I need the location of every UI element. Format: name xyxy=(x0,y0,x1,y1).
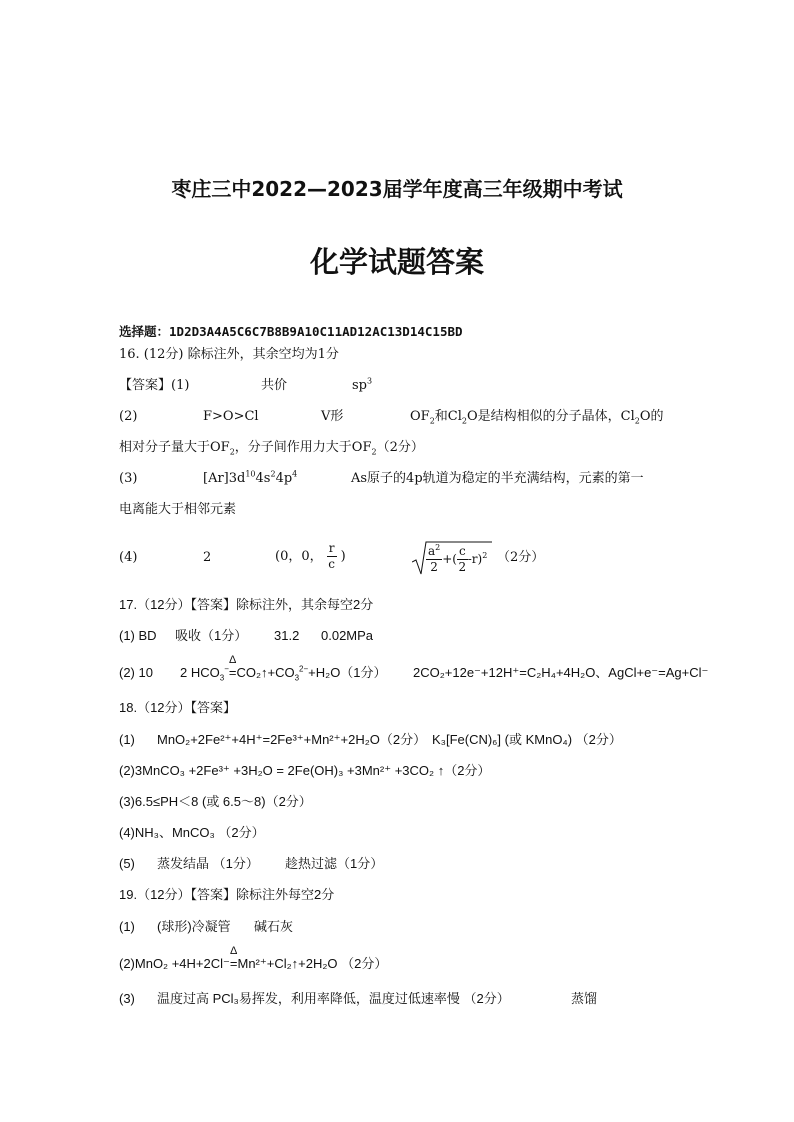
q19-l3-num: (3) xyxy=(119,991,135,1006)
q16-l6-points: （2分） xyxy=(497,550,545,565)
a2-over-2: $\frac{a^2}{2}$ xyxy=(428,543,441,574)
q18-line3: (3)6.5≤PH＜8 (或 6.5～8)（2分） xyxy=(119,794,312,809)
q17-l1-a: (1) BD xyxy=(119,628,157,643)
q18-l1-eq: MnO₂+2Fe²⁺+4H⁺=2Fe³⁺+Mn²⁺+2H₂O（2分） xyxy=(157,732,427,747)
q19-l1-a: (球形)冷凝管 xyxy=(157,919,231,934)
q16-l4-num: (3) xyxy=(119,471,138,486)
q16-line1 xyxy=(119,377,189,395)
q18-line4: (4)NH₃、MnCO₃ （2分） xyxy=(119,825,265,840)
q16-line3: 相对分子量大于$OF_2$，分子间作用力大于$OF_2(2$分） xyxy=(119,440,424,457)
q16-electron-config: $[Ar]3d^{10}4s^24p^4$ xyxy=(203,469,298,486)
q18-header: 18.（12分）【答案】 xyxy=(119,700,237,715)
q18-l5-num: (5) xyxy=(119,856,135,871)
multiple-choice-answers xyxy=(119,322,463,340)
q16-l6-num: (4) xyxy=(119,550,138,565)
q17-header: 17.（12分）【答案】除标注外，其余每空2分 xyxy=(119,597,374,612)
q16-line5: 电离能大于相邻元素 xyxy=(119,502,237,517)
q16-electronegativity: F>O>Cl xyxy=(203,409,259,424)
q18-l1-reagent: K₃[Fe(CN)₆] (或 KMnO₄) （2分） xyxy=(432,732,622,747)
heat-symbol: Δ = xyxy=(228,654,237,680)
q18-line2: (2)3MnCO₃ +2Fe³⁺ +3H₂O = 2Fe(OH)₃ +3Mn²⁺ +3CO₂ ↑（2分） xyxy=(119,763,491,778)
q17-l1-b: 吸收（1分） xyxy=(175,628,248,643)
mc-label: 选择题： xyxy=(119,324,170,339)
q16-answer-tag: 【答案】(1) xyxy=(119,378,190,393)
heat-symbol: Δ = xyxy=(229,945,238,971)
q18-l1-num: (1) xyxy=(119,732,135,747)
q17-l1-d: 0.02MPa xyxy=(321,628,374,643)
q16-l2-num: (2) xyxy=(119,409,138,424)
r-over-c-fraction: $\frac{r}{c}$ xyxy=(328,541,335,571)
q16-shape: V形 xyxy=(321,409,344,424)
q16-header: 16. (12分) 除标注外，其余空均为1分 xyxy=(119,347,339,362)
q19-l3-b: 蒸馏 xyxy=(571,991,598,1006)
q17-electrode-eq: 2CO₂+12e⁻+12H⁺=C₂H₄+4H₂O、AgCl+e⁻=Ag+Cl⁻ xyxy=(413,665,709,680)
q19-line2: (2)MnO₂ +4H+2Cl⁻ Δ =Mn²⁺+Cl₂↑+2H₂O （2分） xyxy=(119,945,388,971)
c-over-2: $\frac{c}{2}$ xyxy=(458,544,467,574)
q19-l3-a: 温度过高 PCl₃易挥发，利用率降低，温度过低速率慢 （2分） xyxy=(157,991,510,1006)
q18-l5-a: 蒸发结晶 （1分） xyxy=(157,856,259,871)
q18-l5-b: 趁热过滤（1分） xyxy=(285,856,384,871)
answer-title: 化学试题答案 xyxy=(309,245,484,279)
q16-ionization-reason: As原子的4p轨道为稳定的半充满结构，元素的第一 xyxy=(351,471,644,486)
q19-header: 19.（12分）【答案】除标注外每空2分 xyxy=(119,887,335,902)
q19-l1-num: (1) xyxy=(119,919,135,934)
q16-coordinates: (0，0， $\frac{r}{c}$ ) xyxy=(275,541,346,571)
q16-hybridization: $sp^3$ xyxy=(352,376,373,393)
q16-count: 2 xyxy=(203,550,212,565)
mc-answer-string: 1D2D3A4A5C6C7B8B9A10C11AD12AC13D14C15BD xyxy=(169,324,463,339)
q16-distance-expression: $\frac{a^2}{2}$ +( $\frac{c}{2}$ -r)$^2$ xyxy=(428,543,488,574)
q17-l2-num: (2) 10 xyxy=(119,665,153,680)
q16-bond-type: 共价 xyxy=(261,378,288,393)
exam-title: 枣庄三中2022—2023届学年度高三年级期中考试 xyxy=(171,177,623,201)
q17-decomposition-eq: 2 $HCO_3^-$ Δ $=CO_2↑+CO_3^{2-}+H_2O(1$分） xyxy=(180,654,387,683)
q17-l1-c: 31.2 xyxy=(274,628,300,643)
q16-explanation: $OF_2$和$Cl_2O$是结构相似的分子晶体，$Cl_2O$的 xyxy=(410,409,664,426)
q19-l1-b: 碱石灰 xyxy=(254,919,294,934)
